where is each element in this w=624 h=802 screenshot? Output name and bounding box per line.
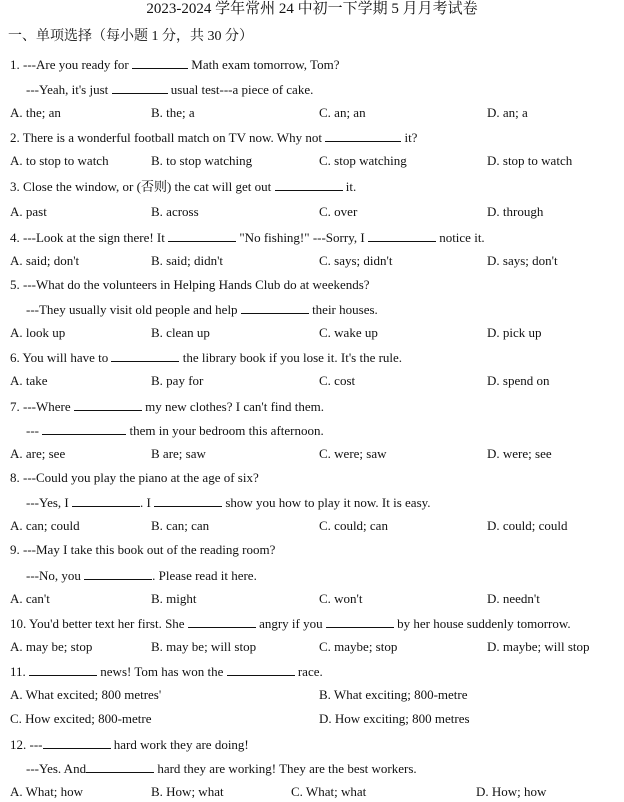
answer-blank — [29, 663, 97, 676]
option-a: A. look up — [10, 325, 66, 340]
option-a: A. can't — [10, 591, 50, 606]
option-a: A. to stop to watch — [10, 153, 109, 168]
option-a: A. take — [10, 373, 48, 388]
question-8-stem: 8. ---Could you play the piano at the age of six? — [10, 470, 259, 485]
answer-blank — [72, 494, 140, 507]
answer-blank — [275, 178, 343, 191]
option-c: C. stop watching — [319, 153, 407, 168]
question-11-stem: 11. news! Tom has won the race. — [10, 664, 323, 679]
option-a: A. are; see — [10, 446, 66, 461]
question-10-stem: 10. You'd better text her first. She angry if you by her house suddenly tomorrow. — [10, 616, 571, 631]
option-b: B. clean up — [151, 325, 210, 340]
question-5-line2: ---They usually visit old people and help their houses. — [26, 302, 378, 317]
question-8-line2: ---Yes, I . I show you how to play it now. It is easy. — [26, 495, 431, 510]
option-c: C. How excited; 800-metre — [10, 711, 152, 726]
option-b: B. said; didn't — [151, 253, 224, 268]
option-b: B. across — [151, 204, 199, 219]
answer-blank — [132, 56, 188, 69]
question-3-stem: 3. Close the window, or (否则) the cat will get out it. — [10, 179, 357, 194]
option-b: B. pay for — [151, 373, 204, 388]
option-a: A. can; could — [10, 518, 80, 533]
option-d: D. needn't — [487, 591, 540, 606]
answer-blank — [325, 129, 401, 142]
answer-blank — [84, 567, 152, 580]
answer-blank — [241, 301, 309, 314]
option-d: D. How; how — [476, 784, 547, 799]
option-b: B. might — [151, 591, 197, 606]
option-d: D. through — [487, 204, 544, 219]
option-d: D. were; see — [487, 446, 552, 461]
option-b: B. How; what — [151, 784, 224, 799]
option-d: D. maybe; will stop — [487, 639, 590, 654]
option-d: D. an; a — [487, 105, 528, 120]
option-c: C. could; can — [319, 518, 388, 533]
option-d: D. How exciting; 800 metres — [319, 711, 470, 726]
question-4-stem: 4. ---Look at the sign there! It "No fishing!" ---Sorry, I notice it. — [10, 230, 485, 245]
option-a: A. said; don't — [10, 253, 80, 268]
question-5-stem: 5. ---What do the volunteers in Helping Hands Club do at weekends? — [10, 277, 370, 292]
option-a: A. past — [10, 204, 47, 219]
answer-blank — [326, 615, 394, 628]
section-heading: 一、单项选择（每小题 1 分，共 30 分） — [8, 29, 253, 44]
question-12-stem: 12. --- hard work they are doing! — [10, 737, 249, 752]
option-c: C. won't — [319, 591, 363, 606]
option-a: A. the; an — [10, 105, 61, 120]
answer-blank — [42, 422, 126, 435]
answer-blank — [227, 663, 295, 676]
answer-blank — [111, 349, 179, 362]
question-7-stem: 7. ---Where my new clothes? I can't find them. — [10, 399, 325, 414]
answer-blank — [112, 81, 168, 94]
question-7-line2: --- them in your bedroom this afternoon. — [26, 423, 324, 438]
option-c: C. wake up — [319, 325, 378, 340]
option-d: D. spend on — [487, 373, 550, 388]
option-d: D. pick up — [487, 325, 542, 340]
question-1-stem: 1. ---Are you ready for Math exam tomorrow, Tom? — [10, 57, 340, 72]
page-title: 2023-2024 学年常州 24 中初一下学期 5 月月考试卷 — [146, 1, 478, 17]
option-b: B are; saw — [151, 446, 206, 461]
answer-blank — [86, 760, 154, 773]
answer-blank — [188, 615, 256, 628]
question-12-line2: ---Yes. And hard they are working! They are the best workers. — [26, 761, 417, 776]
option-d: D. could; could — [487, 518, 568, 533]
option-c: C. were; saw — [319, 446, 387, 461]
answer-blank — [154, 494, 222, 507]
option-c: C. cost — [319, 373, 356, 388]
option-b: B. may be; will stop — [151, 639, 257, 654]
option-b: B. the; a — [151, 105, 195, 120]
answer-blank — [368, 229, 436, 242]
question-6-stem: 6. You will have to the library book if you lose it. It's the rule. — [10, 350, 403, 365]
option-a: A. What excited; 800 metres' — [10, 687, 162, 702]
answer-blank — [74, 398, 142, 411]
option-c: C. What; what — [291, 784, 367, 799]
option-c: C. an; an — [319, 105, 366, 120]
answer-blank — [168, 229, 236, 242]
option-b: B. to stop watching — [151, 153, 253, 168]
option-b: B. What exciting; 800-metre — [319, 687, 468, 702]
option-a: A. What; how — [10, 784, 84, 799]
answer-blank — [43, 736, 111, 749]
option-a: A. may be; stop — [10, 639, 93, 654]
question-1-line2: ---Yeah, it's just usual test---a piece of cake. — [26, 82, 314, 97]
question-2-stem: 2. There is a wonderful football match on TV now. Why not it? — [10, 130, 418, 145]
option-c: C. over — [319, 204, 358, 219]
option-d: D. says; don't — [487, 253, 558, 268]
question-9-line2: ---No, you . Please read it here. — [26, 568, 257, 583]
option-c: C. maybe; stop — [319, 639, 398, 654]
option-d: D. stop to watch — [487, 153, 573, 168]
option-b: B. can; can — [151, 518, 210, 533]
option-c: C. says; didn't — [319, 253, 393, 268]
question-9-stem: 9. ---May I take this book out of the reading room? — [10, 542, 276, 557]
